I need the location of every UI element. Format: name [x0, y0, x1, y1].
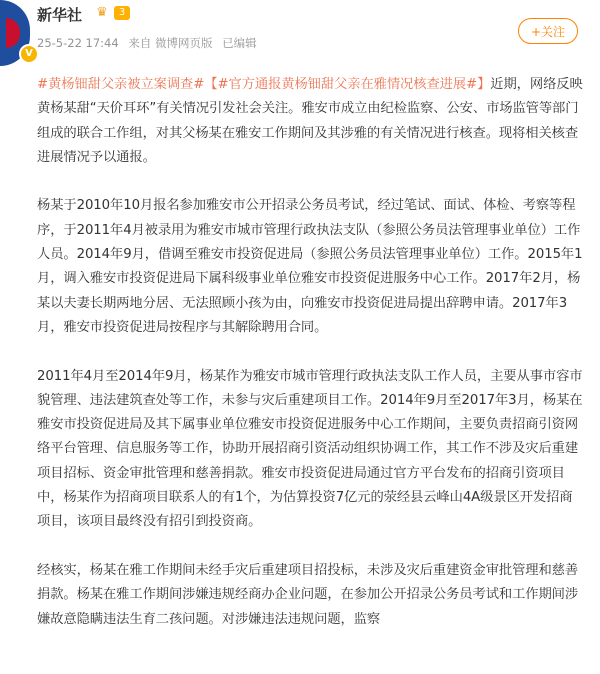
post-header [0, 0, 600, 72]
hashtag-link[interactable]: 【#官方通报黄杨钿甜父亲在雅情况核查进展#】 [204, 77, 491, 92]
account-name[interactable]: 新华社 [37, 6, 83, 24]
post-paragraph [37, 73, 585, 170]
paragraph-text: 近期，网络反映黄杨某甜“天价耳环”有关情况引发社会关注。雅安市成立由纪检监察、公安、市场监管等部门组成的联合工作组，对其父杨某在雅安工作期间及其涉雅的有关情况进行核查。现将相关核查进展情况予以通报。 [37, 77, 583, 165]
post-body [37, 73, 585, 656]
edited-label[interactable]: 已编辑 [222, 36, 257, 50]
post-paragraph: 杨某于2010年10月报名参加雅安市公开招录公务员考试，经过笔试、面试、体检、考察等程序，于2011年4月被录用为雅安市城市管理行政执法支队（参照公务员法管理事业单位）工作人员。2014年9月，借调至雅安市投资促进局（参照公务员法管理事业单位）工作。2015年1月，调入雅安市投资促进局下属科级事业单位雅安市投资促进服务中心工作。2017年2月，杨某以夫妻长期两地分居、无法照顾小孩为由，向雅安市投资促进局提出辞聘申请。2017年3月，雅安市投资促进局按程序与其解除聘用合同。 [37, 198, 583, 335]
post-paragraph: 2011年4月至2014年9月，杨某作为雅安市城市管理行政执法支队工作人员，主要从事市容市貌管理、违法建筑查处等工作，未参与灾后重建项目工作。2014年9月至2017年3月，杨某在雅安市投资促进局及其下属事业单位雅安市投资促进服务中心工作期间，主要负责招商引资网络平台管理、信息服务等工作，协助开展招商引资活动组织协调工作，其工作不涉及灾后重建项目招标、资金审批管理和慈善捐款。雅安市投资促进局通过官方平台发布的招商引资项目中，杨某作为招商项目联系人的有1个，为估算投资7亿元的荥经县云峰山4A级景区开发招商项目，该项目最终没有招引到投资商。 [37, 368, 583, 530]
level-badge-icon[interactable]: 3 [114, 6, 130, 20]
post-source: 来自 微博网页版 [128, 36, 213, 50]
xinhua-logo-icon [6, 18, 20, 48]
hashtag-link[interactable]: #黄杨钿甜父亲被立案调查# [37, 77, 205, 92]
post-timestamp[interactable]: 25-5-22 17:44 [37, 36, 119, 50]
crown-icon[interactable]: ♛ [96, 5, 108, 20]
post-paragraph: 经核实，杨某在雅工作期间未经手灾后重建项目招投标，未涉及灾后重建资金审批管理和慈善捐款。杨某在雅工作期间涉嫌违规经商办企业问题，在参加公开招录公务员考试和工作期间涉嫌故意隐瞒违法生育二孩问题。对涉嫌违法违规问题，监察 [37, 562, 579, 627]
follow-button[interactable]: +关注 [518, 18, 578, 44]
verified-badge-icon: V [19, 44, 39, 64]
post-meta [37, 35, 263, 51]
